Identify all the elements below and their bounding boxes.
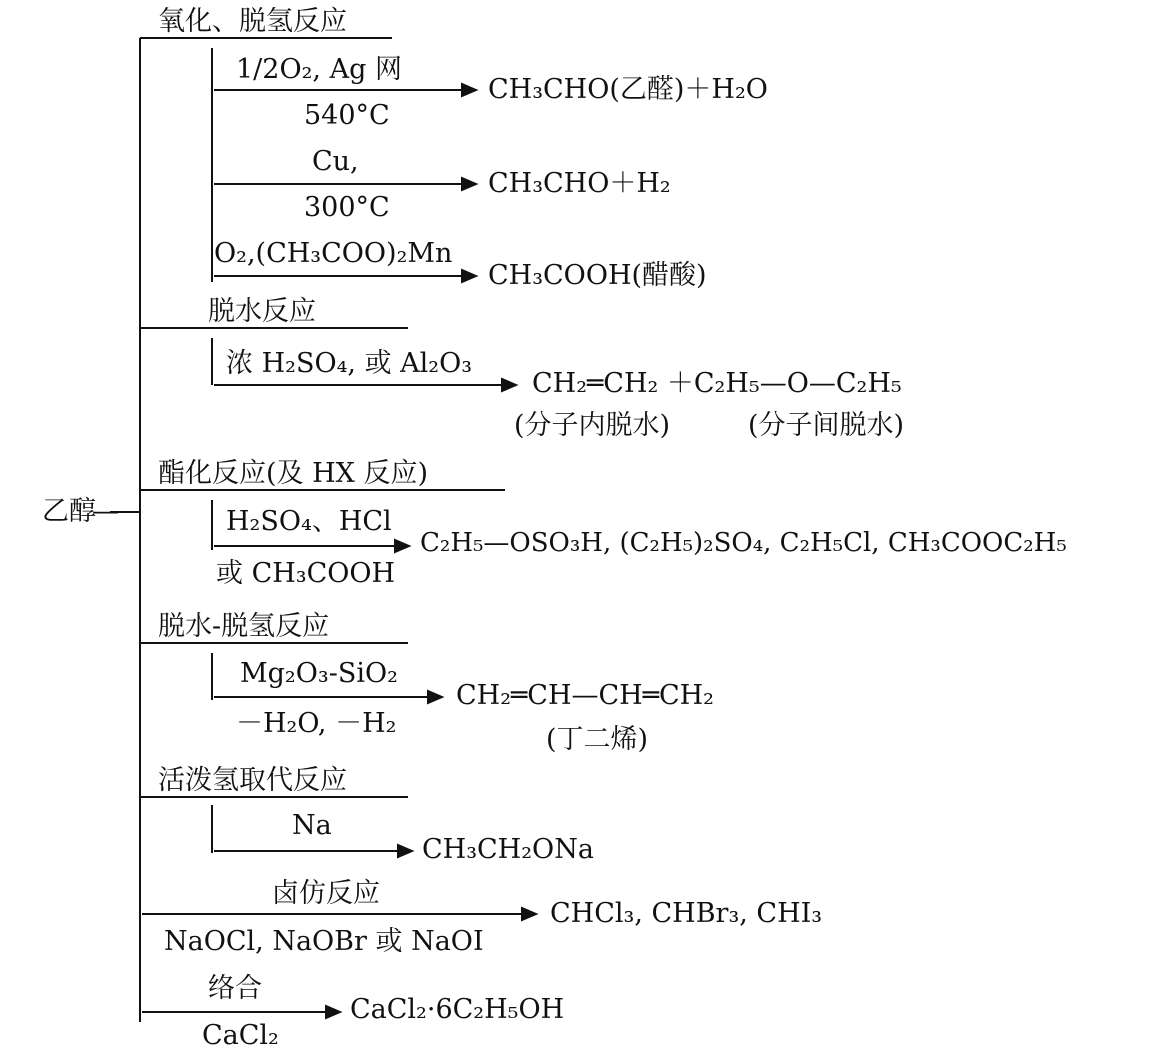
section-header-dehydration: 脱水反应 <box>208 296 316 327</box>
reagent-below: NaOCl, NaOBr 或 NaOI <box>164 926 484 957</box>
reagent-below: 或 CH₃COOH <box>216 558 396 589</box>
root-dash: — <box>92 496 119 527</box>
product: CH₂═CH—CH═CH₂ <box>456 680 714 711</box>
section-header-active-hydrogen: 活泼氢取代反应 <box>158 765 347 796</box>
reagent-above: 浓 H₂SO₄, 或 Al₂O₃ <box>226 348 473 379</box>
section-header-complexation: 络合 <box>208 973 262 1004</box>
reagent-below: 540°C <box>304 100 390 131</box>
product-note: (分子内脱水) <box>514 410 671 441</box>
reagent-above: O₂,(CH₃COO)₂Mn <box>214 238 453 269</box>
reagent-above: Cu, <box>312 146 359 177</box>
section-header-esterification: 酯化反应(及 HX 反应) <box>158 458 428 489</box>
product: CH₃CHO(乙醛)＋H₂O <box>488 74 768 105</box>
product: CH₃CHO＋H₂ <box>488 168 671 199</box>
product: C₂H₅—OSO₃H, (C₂H₅)₂SO₄, C₂H₅Cl, CH₃COOC₂H₅ <box>420 528 1067 558</box>
reagent-below: CaCl₂ <box>202 1020 279 1051</box>
reagent-above: Na <box>292 810 332 841</box>
section-header-dehydration-dehydrogenation: 脱水-脱氢反应 <box>158 611 330 642</box>
reagent-above: H₂SO₄、HCl <box>226 506 392 537</box>
product: CaCl₂·6C₂H₅OH <box>350 994 565 1025</box>
product-note: (丁二烯) <box>546 724 649 755</box>
section-header-haloform: 卤仿反应 <box>272 878 380 909</box>
product: CH₃COOH(醋酸) <box>488 260 707 291</box>
product-note: (分子间脱水) <box>748 410 905 441</box>
product: CHCl₃, CHBr₃, CHI₃ <box>550 898 823 929</box>
reagent-below: 300°C <box>304 192 390 223</box>
section-header-oxidation: 氧化、脱氢反应 <box>158 6 347 37</box>
root-compound: 乙醇 <box>42 496 96 527</box>
product: CH₂═CH₂ ＋C₂H₅—O—C₂H₅ <box>532 368 902 399</box>
product: CH₃CH₂ONa <box>422 834 594 865</box>
reagent-above: Mg₂O₃-SiO₂ <box>240 658 398 689</box>
reagent-below: －H₂O, －H₂ <box>236 708 397 739</box>
reagent-above: 1/2O₂, Ag 网 <box>236 54 402 85</box>
